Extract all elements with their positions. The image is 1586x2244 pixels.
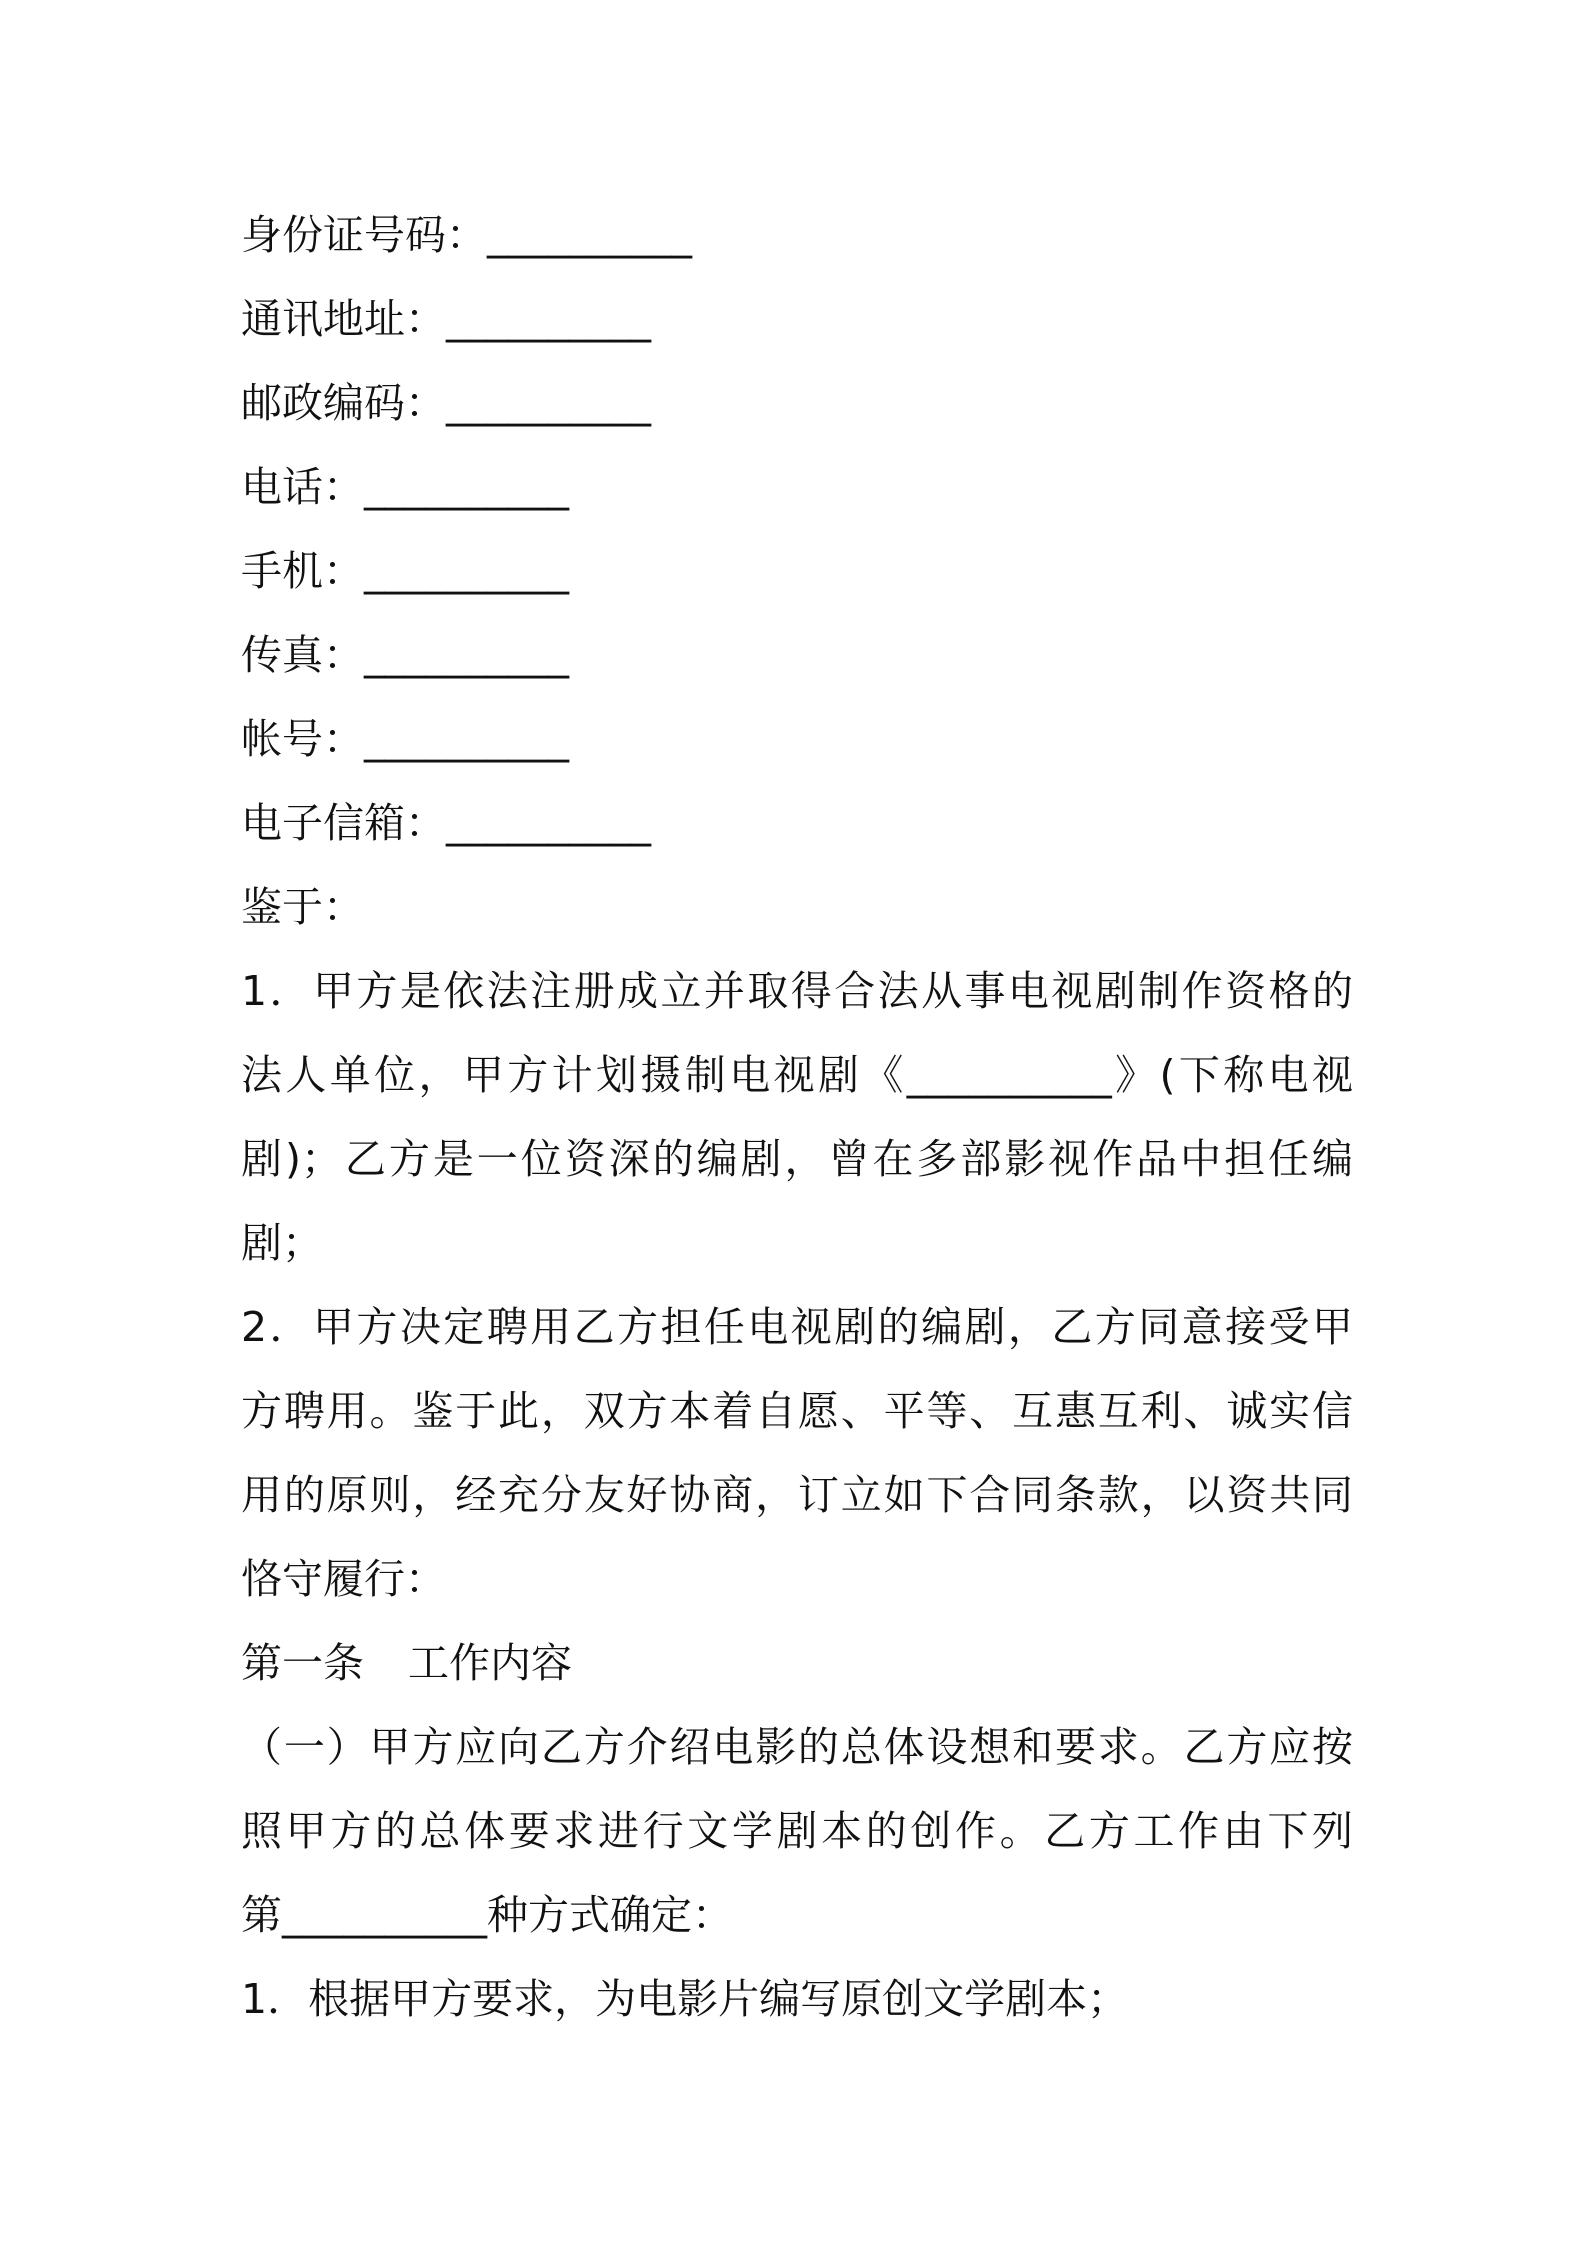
whereas-clause-1	[241, 949, 1353, 1285]
paragraph-line: 方聘用。鉴于此，双方本着自愿、平等、互惠互利、诚实信	[241, 1387, 1353, 1435]
article-number: 第一条	[241, 1639, 364, 1687]
work-method-1: 1．根据甲方要求，为电影片编写原创文学剧本；	[241, 1975, 1129, 2023]
document-body	[241, 193, 1353, 2041]
article-title: 工作内容	[408, 1639, 572, 1687]
mobile-field: 手机：__________	[241, 547, 569, 595]
telephone-field: 电话：__________	[241, 463, 569, 511]
id-number-field: 身份证号码：__________	[241, 211, 692, 259]
paragraph-line: （一）甲方应向乙方介绍电影的总体设想和要求。乙方应按	[241, 1723, 1353, 1771]
article-heading	[241, 1621, 1353, 1705]
paragraph-line: 照甲方的总体要求进行文学剧本的创作。乙方工作由下列	[241, 1807, 1353, 1855]
paragraph-line: 用的原则，经充分友好协商，订立如下合同条款，以资共同	[241, 1471, 1353, 1519]
mailing-address-field: 通讯地址：__________	[241, 295, 651, 343]
paragraph-line: 剧；	[241, 1219, 323, 1267]
fax-field: 传真：__________	[241, 631, 569, 679]
postal-code-field: 邮政编码：__________	[241, 379, 651, 427]
paragraph-line: 第__________种方式确定：	[241, 1891, 733, 1939]
paragraph-line: 剧)；乙方是一位资深的编剧，曾在多部影视作品中担任编	[241, 1135, 1353, 1183]
account-field: 帐号：__________	[241, 715, 569, 763]
email-field: 电子信箱：__________	[241, 799, 651, 847]
whereas-heading: 鉴于：	[241, 883, 364, 931]
paragraph-line: 1．甲方是依法注册成立并取得合法从事电视剧制作资格的	[241, 967, 1353, 1015]
whereas-clause-2	[241, 1285, 1353, 1621]
work-content-section-1	[241, 1705, 1353, 1957]
paragraph-line: 恪守履行：	[241, 1555, 446, 1603]
paragraph-line: 2．甲方决定聘用乙方担任电视剧的编剧，乙方同意接受甲	[241, 1303, 1353, 1351]
paragraph-line: 法人单位，甲方计划摄制电视剧《__________》(下称电视	[241, 1051, 1353, 1099]
